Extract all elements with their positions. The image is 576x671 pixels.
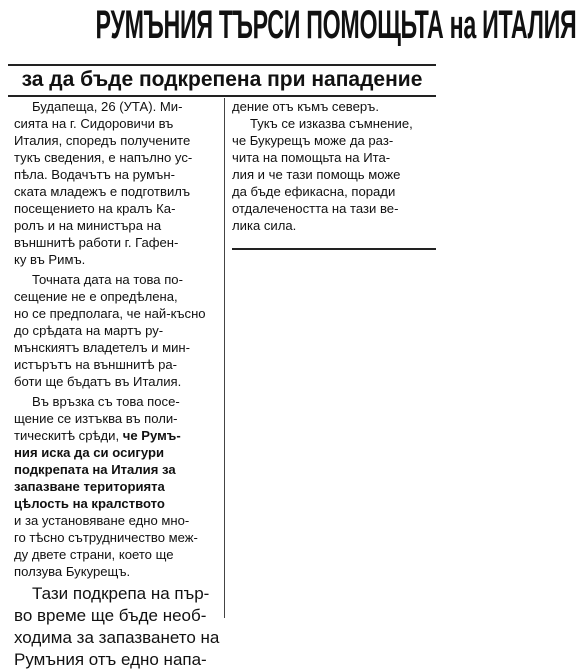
text-line: но се предполага, че най-късно	[14, 306, 206, 321]
text-line: ската младежъ е подготвилъ	[14, 184, 191, 199]
subheadline: за да бъде подкрепена при нападение	[21, 68, 423, 91]
headline-rule	[8, 64, 436, 66]
text-line: тукъ сведения, е напълно ус-	[14, 150, 193, 165]
emphasis-line: подкрепата на Италия за	[14, 462, 176, 477]
text-line: щение се изтъква въ поли-	[14, 411, 178, 426]
text-line-mixed	[14, 427, 220, 444]
article-end-rule	[232, 248, 436, 250]
text-line: ходима за запазването на	[14, 628, 220, 647]
text-line: Тази подкрепа на пър-	[32, 584, 210, 603]
text-line: мънскиятъ владетелъ и мин-	[14, 340, 190, 355]
paragraph-5	[232, 115, 436, 234]
text-line: сията на г. Сидоровичи въ	[14, 116, 174, 131]
text-line: ползува Букурещъ.	[14, 564, 131, 579]
text-line: боти ще бъдатъ въ Италия.	[14, 374, 182, 389]
text-line: чита на помощьта на Ита-	[232, 150, 391, 165]
text-line: външнитѣ работи г. Гафен-	[14, 235, 179, 250]
column-divider	[224, 98, 225, 618]
text-line: да бъде ефикасна, поради	[232, 184, 396, 199]
text-segment: тическитѣ срѣди,	[14, 428, 123, 443]
headline: РУМЪНИЯ ТЪРСИ ПОМОЩЬТА на ИТАЛИЯ	[95, 3, 576, 47]
text-line: Италия, споредъ получените	[14, 133, 191, 148]
paragraph-2	[14, 271, 220, 390]
text-line: Будапеща, 26 (УТА). Ми-	[32, 99, 183, 114]
text-line: лия и че тази помощь може	[232, 167, 401, 182]
text-line: посещението на кралъ Ка-	[14, 201, 176, 216]
paragraph-continued	[232, 98, 436, 115]
text-line: во време ще бъде необ-	[14, 606, 207, 625]
emphasis-line: цѣлость на кралството	[14, 496, 165, 511]
paragraph-4	[14, 583, 220, 671]
text-line: истърътъ на външнитѣ ра-	[14, 357, 178, 372]
text-line: че Букурещъ може да раз-	[232, 133, 394, 148]
text-line: Точната дата на това по-	[32, 272, 183, 287]
text-line: до срѣдата на мартъ ру-	[14, 323, 164, 338]
text-line: Въ връзка съ това посе-	[32, 394, 180, 409]
text-line: го тѣсно сътрудничество меж-	[14, 530, 198, 545]
emphasis-line: ния иска да си осигури	[14, 445, 165, 460]
paragraph-1	[14, 98, 220, 268]
text-line: лика сила.	[232, 218, 297, 233]
text-line: ду двете страни, което ще	[14, 547, 174, 562]
right-column	[232, 98, 436, 236]
text-line: Тукъ се изказва съмнение,	[250, 116, 413, 131]
text-line: сещение не е опредѣлена,	[14, 289, 178, 304]
text-line: ку въ Римъ.	[14, 252, 86, 267]
emphasis-text: че Румъ-	[122, 428, 181, 443]
emphasis-line: запазване територията	[14, 479, 165, 494]
text-line: пѣла. Водачътъ на румън-	[14, 167, 175, 182]
left-column	[14, 98, 220, 671]
text-line: Румъния отъ едно напа-	[14, 650, 207, 669]
subheadline-rule	[8, 95, 436, 97]
text-line: ролъ и на министъра на	[14, 218, 162, 233]
text-line: дение отъ къмъ северъ.	[232, 99, 379, 114]
text-line: и за установяване едно мно-	[14, 513, 190, 528]
text-line: отдалечеността на тази ве-	[232, 201, 399, 216]
paragraph-3	[14, 393, 220, 580]
